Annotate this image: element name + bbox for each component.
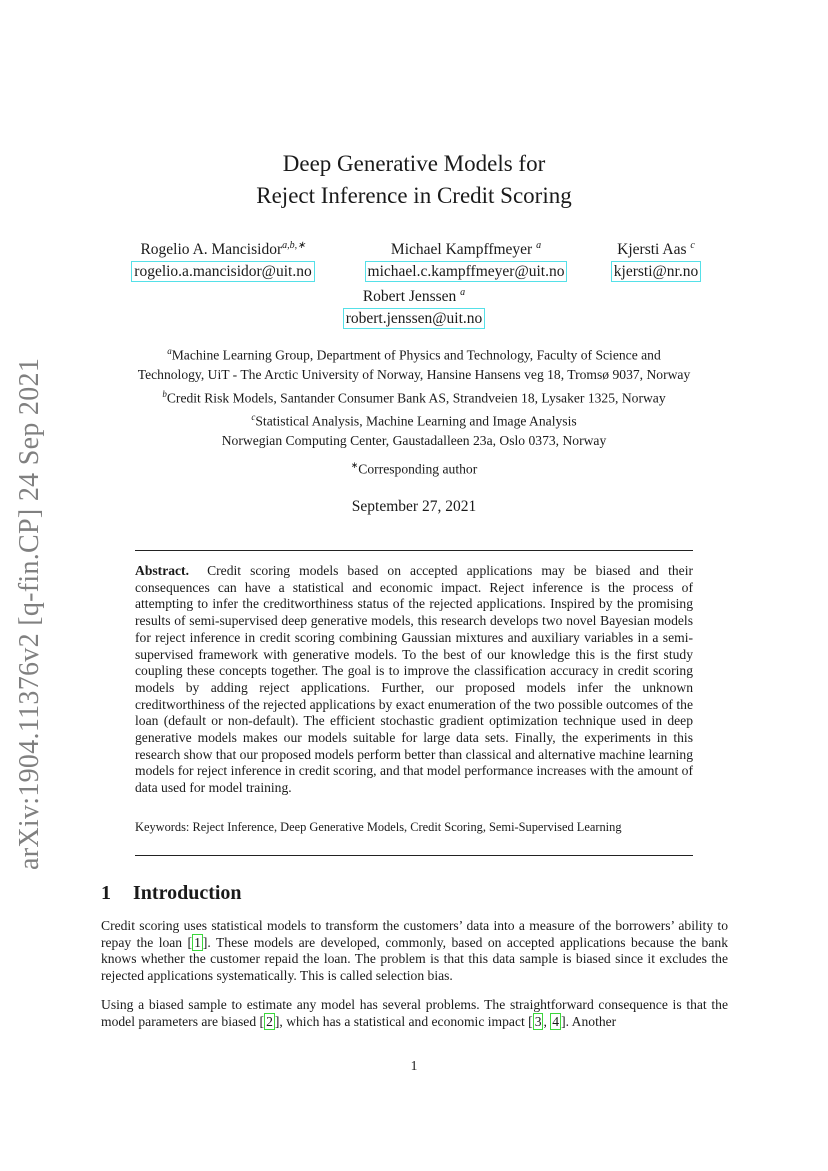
citation-link[interactable]: 4 bbox=[552, 1013, 560, 1029]
affiliation-a-line-1: Machine Learning Group, Department of Physics and Technology, Faculty of Science and bbox=[171, 347, 661, 363]
section-title: Introduction bbox=[133, 882, 242, 904]
abstract-top-rule bbox=[135, 550, 693, 551]
section-heading bbox=[101, 882, 242, 905]
abstract-text: Credit scoring models based on accepted applications may be biased and their consequences can have a statistical and economic impact. Reject inference is the process of attempting to infer the creditworthiness status of the rejected applications. Inspired by the promising results of semi-supervised deep generative models, this research develops two novel Bayesian models for reject inference in credit scoring combining Gaussian mixtures and auxiliary variables in a semi-supervised framework with generative models. To the best of our knowledge this is the first study coupling these concepts together. The goal is to improve the classification accuracy in credit scoring models by adding reject applications. Further, our proposed models infer the unknown creditworthiness of the rejected applications by exact enumeration of the two possible outcomes of the loan (default or non-default). The efficient stochastic gradient optimization technique used in deep generative models makes our models suitable for large data sets. Finally, the experiments in this research show that our proposed models perform better than classical and alternative machine learning models for reject inference in credit scoring, and that model performance increases with the amount of data used for model training. bbox=[135, 563, 693, 796]
citation-link[interactable]: 1 bbox=[194, 934, 201, 950]
keywords: Keywords: Reject Inference, Deep Generative Models, Credit Scoring, Semi-Supervised Learning bbox=[135, 820, 622, 834]
arxiv-stamp: arXiv:1904.11376v2 [q-fin.CP] 24 Sep 2021 bbox=[14, 357, 45, 870]
abstract bbox=[135, 563, 693, 797]
corresponding-author-note bbox=[100, 460, 728, 478]
author-block bbox=[348, 236, 584, 282]
paragraph-text: . These models are developed, commonly, based on accepted applications because the bank knows whether the customer repaid the loan. The problem is that this data sample is biased since it excludes the rejected applications systematically. This is called selection bias. bbox=[101, 934, 728, 984]
affiliation-c-line-2: Norwegian Computing Center, Gaustadalleen 23a, Oslo 0373, Norway bbox=[221, 432, 607, 448]
intro-paragraph-1: Credit scoring uses statistical models to transform the customers’ data into a measure of the borrowers’ ability to repay the loan [ 1 ]. These models are developed, commonly, based on accepted applications because the bank knows whether the customer repaid the loan. The problem is that this data sample is biased since it excludes the rejected applications systematically. This is called selection bias. bbox=[101, 918, 728, 984]
author-block bbox=[118, 236, 328, 282]
paper-title bbox=[150, 148, 678, 212]
author-affil-sup: a,b,∗ bbox=[282, 240, 306, 251]
author-affil-sup: a bbox=[460, 287, 466, 298]
author-name: Kjersti Aas bbox=[617, 241, 687, 259]
author-block bbox=[598, 236, 714, 282]
abstract-label: Abstract. bbox=[135, 563, 189, 578]
author-email-link[interactable]: michael.c.kampffmeyer@uit.no bbox=[365, 261, 568, 282]
author-block bbox=[314, 283, 514, 329]
citation-link[interactable]: 3 bbox=[534, 1013, 542, 1029]
author-email-link[interactable]: kjersti@nr.no bbox=[611, 261, 701, 282]
affil-sup: c bbox=[251, 411, 256, 422]
author-affil-sup: c bbox=[690, 240, 695, 251]
author-name: Rogelio A. Mancisidor bbox=[140, 241, 283, 259]
author-affil-sup: a bbox=[536, 240, 542, 251]
paragraph-text: . Another bbox=[565, 1013, 617, 1029]
author-email-link[interactable]: rogelio.a.mancisidor@uit.no bbox=[131, 261, 314, 282]
citation-link[interactable]: 2 bbox=[266, 1013, 273, 1029]
author-name: Robert Jenssen bbox=[362, 288, 457, 306]
affil-sup: b bbox=[162, 388, 167, 399]
affiliation-c-line-1: Statistical Analysis, Machine Learning and Image Analysis bbox=[255, 413, 577, 429]
title-line-1: Deep Generative Models for bbox=[282, 151, 546, 176]
title-line-2: Reject Inference in Credit Scoring bbox=[256, 183, 572, 208]
paragraph-text: , which has a statistical and economic impact bbox=[279, 1013, 529, 1029]
affil-sup: a bbox=[167, 346, 172, 356]
paper-date: September 27, 2021 bbox=[351, 498, 477, 515]
corresponding-sup: ∗ bbox=[350, 460, 359, 470]
section-number: 1 bbox=[101, 882, 111, 904]
affiliation-a-line-2: Technology, UiT - The Arctic University of Norway, Hansine Hansens veg 18, Tromsø 9037, Norway bbox=[137, 367, 691, 383]
author-name: Michael Kampffmeyer bbox=[390, 241, 533, 259]
affiliation-b: Credit Risk Models, Santander Consumer Bank AS, Strandveien 18, Lysaker 1325, Norway bbox=[166, 390, 666, 406]
abstract-bottom-rule bbox=[135, 855, 693, 856]
intro-paragraph-2: Using a biased sample to estimate any model has several problems. The straightforward consequence is that the model parameters are biased [ 2 ], which has a statistical and economic impact [ 3 , 4 ]. Another bbox=[101, 997, 728, 1029]
author-email-link[interactable]: robert.jenssen@uit.no bbox=[343, 308, 486, 329]
corresponding-text: Corresponding author bbox=[358, 461, 478, 477]
paragraph-text: Using a biased sample to estimate any model has several problems. The straightforward consequence is that the model parameters are biased bbox=[101, 997, 728, 1029]
affiliations bbox=[100, 342, 728, 450]
paragraph-text: Credit scoring uses statistical models to transform the customers’ data into a measure of the borrowers’ ability to repay the loan bbox=[101, 918, 728, 950]
page-number: 1 bbox=[410, 1058, 418, 1073]
